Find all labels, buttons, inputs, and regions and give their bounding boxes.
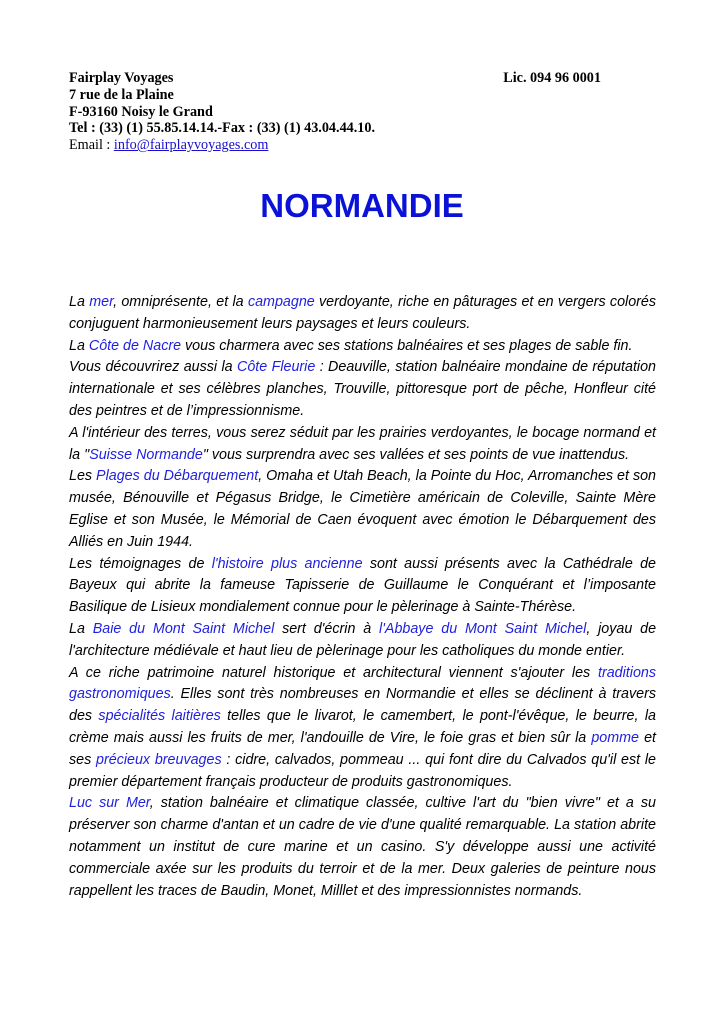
highlighted-term[interactable]: Plages du Débarquement <box>96 468 259 485</box>
paragraph-text: verdoyante, riche en pâturages et en vergers colorés conjuguent harmonieusement leurs paysages et leurs couleurs. <box>69 294 657 332</box>
paragraph-text: A l'intérieur des terres, vous serez séduit par les prairies verdoyantes, le bocage normand et la " <box>69 424 656 463</box>
phone-fax: Tel : (33) (1) 55.85.14.14.-Fax : (33) (1) 43.04.44.10. <box>69 120 376 137</box>
paragraph-text: La <box>69 337 89 354</box>
highlighted-term[interactable]: pomme <box>591 729 640 746</box>
paragraph-text: : Deauville, station balnéaire mondaine de réputation internationale et ses célèbres planches, Trouville, pittoresque port de pêche, Honfleur cité des peintres et de l’impressionnisme. <box>69 359 656 419</box>
paragraph-text: La <box>69 620 93 637</box>
highlighted-term[interactable]: campagne <box>247 294 315 310</box>
paragraph-text: , joyau de l'architecture médiévale et haut lieu de pèlerinage pour les catholiques du monde entier. <box>69 620 657 659</box>
highlighted-term[interactable]: mer <box>89 294 114 310</box>
paragraph <box>69 466 656 553</box>
paragraph-text: : cidre, calvados, pommeau ... qui font dire du Calvados qu'il est le premier département français producteur de produits gastronomiques. <box>69 751 656 790</box>
paragraph-text: sert d'écrin à <box>274 620 380 637</box>
paragraph-text: vous charmera avec ses stations balnéaires et ses plages de sable fin. <box>181 337 633 354</box>
highlighted-term[interactable]: précieux breuvages <box>96 751 222 768</box>
article-body <box>69 292 656 902</box>
paragraph <box>69 292 656 336</box>
highlighted-term[interactable]: Baie du Mont Saint Michel <box>92 620 275 637</box>
paragraph-text: et ses <box>69 729 656 768</box>
paragraph <box>69 336 656 358</box>
email-link[interactable]: info@fairplayvoyages.com <box>113 137 269 154</box>
letterhead-top-row <box>69 70 601 87</box>
paragraph-text: telles que le livarot, le camembert, le pont-l'évêque, le beurre, la crème mais aussi les fruits de mer, l'andouille de Vire, le foie gras et bien sûr la <box>69 708 656 746</box>
license-number: Lic. 094 96 0001 <box>503 70 601 86</box>
paragraph-text: , omniprésente, et la <box>113 294 248 310</box>
page-title: NORMANDIE <box>260 187 464 224</box>
letterhead <box>69 70 601 154</box>
paragraph-text: sont aussi présents avec la Cathédrale de Bayeux qui abrite la fameuse Tapisserie de Guillaume le Conquérant et l’imposante Basilique de Lisieux mondialement connue pour le pèlerinage à Sainte-Thérèse. <box>69 555 656 616</box>
paragraph <box>69 423 656 467</box>
paragraph <box>69 619 656 663</box>
paragraph-text: Vous découvrirez aussi la <box>69 359 238 376</box>
email-line <box>69 137 601 154</box>
street-address: 7 rue de la Plaine <box>69 86 174 103</box>
highlighted-term[interactable]: traditions gastronomiques <box>69 664 656 703</box>
paragraph-text: A ce riche patrimoine naturel historique et architectural viennent s'ajouter les <box>69 664 598 681</box>
highlighted-term[interactable]: Suisse Normande <box>89 446 203 463</box>
highlighted-term[interactable]: Côte Fleurie <box>237 359 316 376</box>
highlighted-term[interactable]: spécialités laitières <box>98 708 221 725</box>
email-label: Email : <box>69 137 114 154</box>
paragraph-text: . Elles sont très nombreuses en Normandie et elles se déclinent à travers des <box>69 686 656 725</box>
paragraph <box>69 554 656 619</box>
highlighted-term[interactable]: Côte de Nacre <box>88 337 182 354</box>
paragraph <box>69 663 656 794</box>
paragraph <box>69 357 656 422</box>
paragraph-text: La <box>69 294 90 310</box>
paragraph-text: , Omaha et Utah Beach, la Pointe du Hoc, Arromanches et son musée, Bénouville et Pégasus Bridge, le Cimetière américain de Coleville, Sainte Mère Eglise et son Musée, le Mémorial de Caen évoquent avec émotion le Débarquement des Alliés en Juin 1944. <box>69 468 656 550</box>
paragraph-text: " vous surprendra avec ses vallées et ses points de vue inattendus. <box>202 446 630 463</box>
company-name: Fairplay Voyages <box>69 70 174 86</box>
paragraph-text: Les témoignages de <box>69 555 212 572</box>
highlighted-term[interactable]: Luc sur Mer <box>69 795 150 812</box>
city-address: F-93160 Noisy le Grand <box>69 103 213 120</box>
paragraph-text: , station balnéaire et climatique classée, cultive l'art du "bien vivre" et a su préserver son charme d'antan et un cadre de vie d'une qualité remarquable. La station abrite notamment un institut de cure marine et un casino. S'y développe aussi une activité commerciale axée sur les produits du terroir et de la mer. Deux galeries de peinture nous rappellent les traces de Baudin, Monet, Milllet et des impressionnistes normands. <box>69 795 656 899</box>
highlighted-term[interactable]: l'Abbaye du Mont Saint Michel <box>379 620 587 637</box>
highlighted-term[interactable]: l'histoire plus ancienne <box>211 555 363 572</box>
paragraph <box>69 793 656 902</box>
paragraph-text: Les <box>69 468 97 485</box>
